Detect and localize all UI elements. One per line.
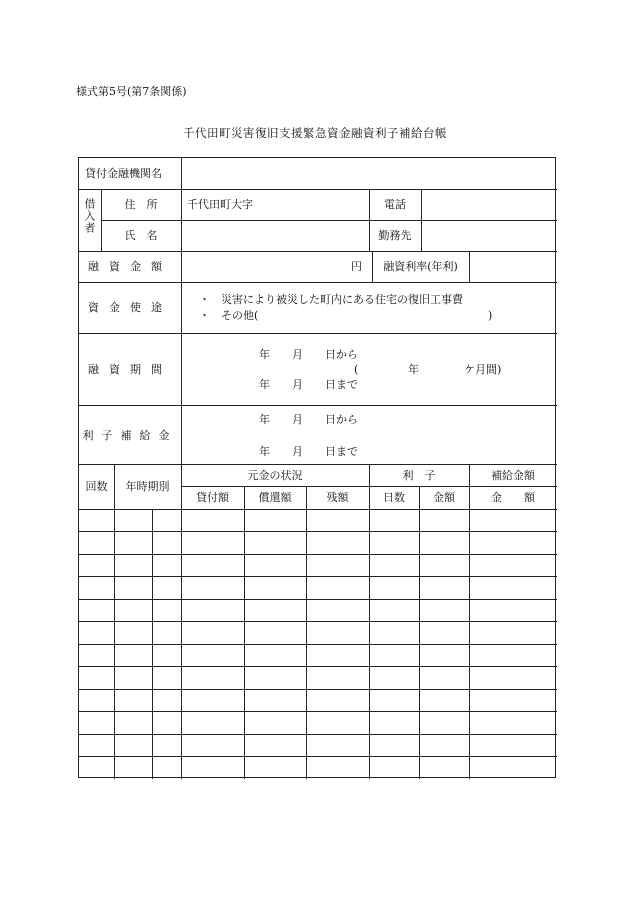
loan-period-label: 融資期間 — [88, 363, 172, 376]
subsidy-period-to: 年 月 日まで — [259, 445, 358, 458]
count-header: 回数 — [85, 480, 108, 493]
row-line — [79, 251, 557, 252]
col-line — [369, 464, 370, 779]
row-line — [79, 464, 557, 465]
row-line — [79, 189, 557, 190]
interest-amount-header: 金額 — [433, 491, 455, 504]
rate-label: 融資利率(年利) — [383, 260, 458, 273]
fund-use-label: 資金使途 — [88, 301, 172, 314]
loan-months-open: ( — [354, 363, 359, 376]
yen-unit: 円 — [351, 260, 362, 273]
name-label: 氏 名 — [124, 229, 158, 242]
row-line — [79, 531, 557, 532]
address-value: 千代田町大字 — [187, 198, 253, 211]
subsidy-kingaku-header: 金 額 — [491, 491, 535, 504]
ledger-table — [78, 157, 556, 778]
loan-period-to: 年 月 日まで — [259, 378, 358, 391]
balance-header: 残額 — [326, 491, 349, 504]
col-line — [421, 189, 422, 251]
loan-period-from: 年 月 日から — [259, 348, 358, 361]
row-line — [101, 220, 557, 221]
col-line — [152, 509, 153, 779]
fund-use-close-paren: ) — [488, 309, 493, 322]
period-class-header: 年時期別 — [125, 480, 170, 493]
fund-use-item-disaster: ・ 災害により被災した町内にある住宅の復旧工事費 — [199, 293, 463, 306]
lent-amount-header: 貸付額 — [196, 491, 229, 504]
subsidy-amount-header: 補給金額 — [491, 469, 535, 482]
col-line — [419, 486, 420, 779]
lender-label: 貸付金融機関名 — [85, 167, 162, 180]
col-line — [181, 158, 182, 464]
row-line — [79, 689, 557, 690]
interest-header: 利 子 — [402, 469, 436, 482]
row-line — [79, 621, 557, 622]
days-header: 日数 — [383, 491, 405, 504]
col-line — [181, 464, 182, 779]
loan-months-close: ケ月間) — [464, 363, 502, 376]
fund-use-item-other: ・ その他( — [199, 309, 259, 322]
subsidy-period-from: 年 月 日から — [259, 413, 358, 426]
interest-subsidy-label: 利子補給金 — [82, 429, 178, 442]
workplace-label: 勤務先 — [378, 229, 412, 242]
col-line — [306, 486, 307, 779]
col-line — [469, 464, 470, 779]
phone-label: 電話 — [384, 198, 406, 211]
col-line — [469, 251, 470, 282]
row-line — [79, 333, 557, 334]
row-line — [79, 576, 557, 577]
repaid-amount-header: 償還額 — [258, 491, 292, 504]
row-line — [79, 734, 557, 735]
col-line — [114, 464, 115, 779]
row-line — [79, 282, 557, 283]
row-line — [79, 405, 557, 406]
form-reference: 様式第5号(第7条関係) — [76, 85, 187, 98]
row-line — [79, 711, 557, 712]
principal-status-header: 元金の状況 — [247, 469, 303, 482]
row-line — [79, 666, 557, 667]
document-title: 千代田町災害復旧支援緊急資金融資利子補給台帳 — [183, 126, 447, 140]
row-line — [79, 599, 557, 600]
borrower-label: 借入者 — [83, 198, 96, 234]
col-line — [244, 486, 245, 779]
row-line — [79, 644, 557, 645]
row-line — [79, 509, 557, 510]
row-line — [79, 756, 557, 757]
loan-months-year: 年 — [408, 363, 419, 376]
loan-amount-label: 融資金額 — [88, 260, 172, 273]
row-line — [79, 554, 557, 555]
address-label: 住 所 — [124, 198, 158, 211]
